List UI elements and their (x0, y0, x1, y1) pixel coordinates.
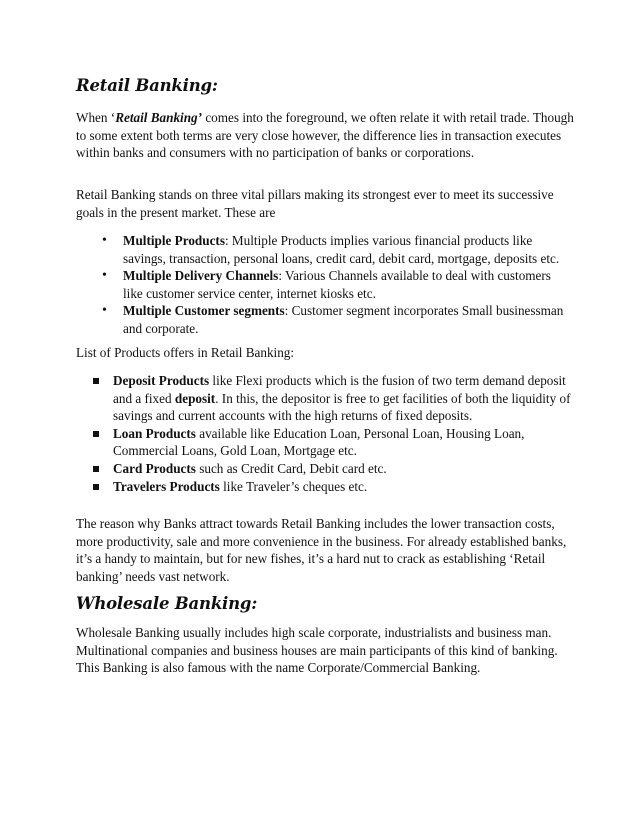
product-title: Loan Products (113, 425, 196, 441)
list-item (102, 302, 572, 337)
retail-reason-paragraph: The reason why Banks attract towards Retail Banking includes the lower transaction costs, more productivity, sale and more convenience in the business. For already established banks, it’s a handy to maintain, but for new fishes, it’s a hard nut to crack as establishing ‘Retail banking’ needs vast network. (76, 516, 567, 584)
products-intro-paragraph: List of Products offers in Retail Banking: (76, 345, 295, 360)
retail-intro-paragraph (76, 109, 576, 162)
pillar-text: : Customer segment incorporates Small businessman and corporate. (123, 303, 564, 336)
products-list (93, 372, 573, 495)
product-text-2: . In this, the depositor is free to get facilities of both the liquidity of savings and current accounts with the high returns of fixed deposits. (113, 390, 571, 424)
product-title: Travelers Products (113, 478, 220, 494)
square-bullet-icon (93, 484, 99, 490)
product-text: like Traveler’s cheques etc. (219, 478, 368, 494)
bullet-icon: • (102, 303, 107, 319)
product-bold: deposit (174, 390, 216, 406)
square-bullet-icon (93, 431, 99, 437)
pillars-intro-paragraph: Retail Banking stands on three vital pillars making its strongest ever to meet its successive goals in the present market. These are (76, 187, 554, 220)
list-item (93, 460, 573, 478)
pillar-title: Multiple Products (123, 233, 225, 248)
list-item (93, 372, 573, 425)
list-item (93, 425, 573, 460)
wholesale-banking-heading: Wholesale Banking: (76, 594, 258, 613)
pillars-list (102, 232, 572, 338)
pillar-title: Multiple Delivery Channels (123, 268, 279, 284)
pillar-title: Multiple Customer segments (123, 303, 285, 319)
bullet-icon: • (102, 268, 107, 284)
product-title: Deposit Products (113, 373, 210, 388)
product-text: available like Education Loan, Personal Loan, Housing Loan, Commercial Loans, Gold Loan, Mortgage etc. (113, 425, 525, 459)
square-bullet-icon (93, 466, 99, 472)
list-item (93, 478, 573, 496)
bullet-icon: • (102, 233, 107, 248)
intro-term: Retail Banking’ (115, 110, 203, 125)
list-item (102, 267, 572, 302)
intro-post: comes into the foreground, we often relate it with retail trade. Though to some extent both terms are very close however, the difference lies in transaction executes within banks and consumers with no participation of banks or corporations. (76, 110, 574, 161)
product-text: such as Credit Card, Debit card etc. (195, 460, 387, 476)
pillar-text: : Various Channels available to deal with customers like customer service center, internet kiosks etc. (123, 268, 551, 301)
retail-banking-heading: Retail Banking: (76, 76, 218, 95)
intro-pre: When ‘ (76, 110, 116, 125)
product-title: Card Products (113, 460, 196, 476)
product-text: like Flexi products which is the fusion of two term demand deposit and a fixed (113, 373, 566, 406)
list-item (102, 232, 572, 267)
wholesale-paragraph: Wholesale Banking usually includes high scale corporate, industrialists and business man. Multinational companies and business houses are main participants of this kind of banking. This Banking is also famous with the name Corporate/Commercial Banking. (76, 625, 558, 676)
pillar-text: : Multiple Products implies various financial products like savings, transaction, personal loans, credit card, debit card, mortgage, deposits etc. (123, 233, 560, 266)
square-bullet-icon (93, 378, 99, 384)
